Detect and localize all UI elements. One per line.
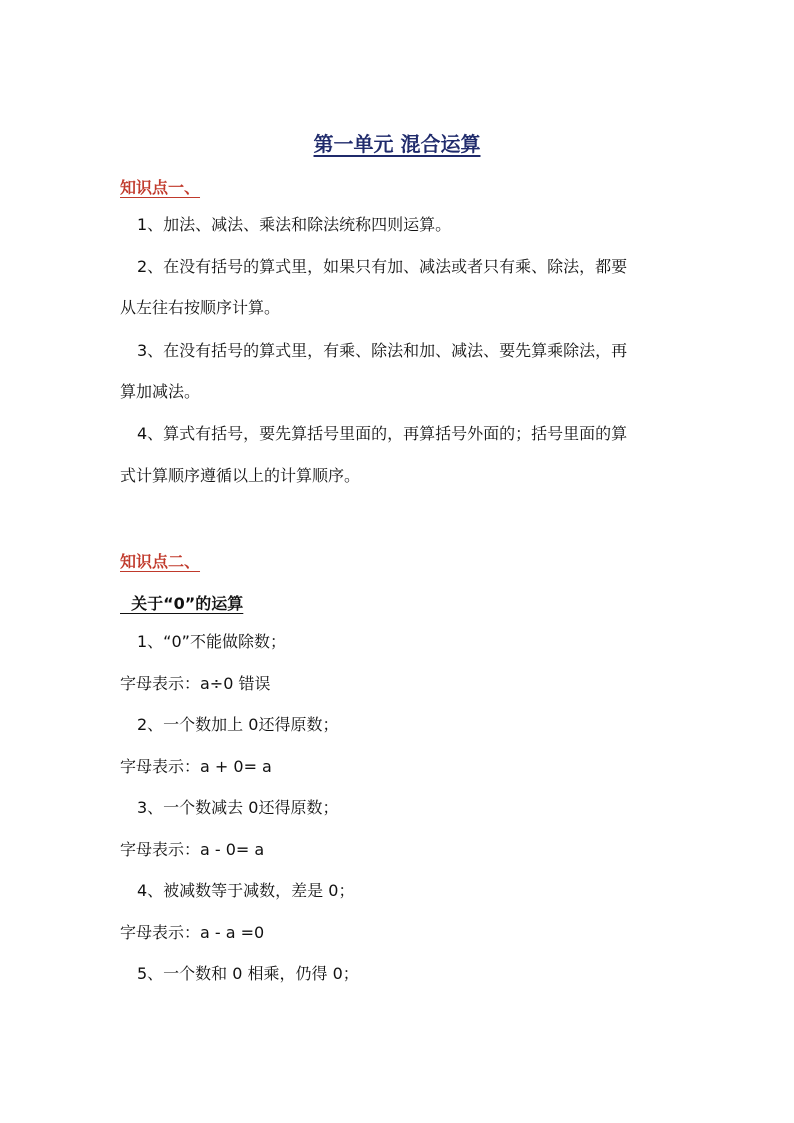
paragraph-line: 4、被减数等于减数，差是 0； bbox=[137, 881, 355, 900]
paragraph-line: 4、算式有括号，要先算括号里面的，再算括号外面的；括号里面的算 bbox=[137, 424, 628, 443]
page-title bbox=[0, 128, 794, 157]
paragraph-line: 1、“0”不能做除数； bbox=[137, 632, 286, 651]
page-title-text: 第一单元 混合运算 bbox=[313, 132, 481, 156]
paragraph-line: 从左往右按顺序计算。 bbox=[120, 298, 281, 317]
section-heading-2: 知识点二、 bbox=[120, 552, 201, 571]
section-subheading: 关于“0”的运算 bbox=[120, 594, 244, 613]
paragraph-line: 式计算顺序遵循以上的计算顺序。 bbox=[120, 466, 361, 485]
paragraph-line: 5、一个数和 0 相乘，仍得 0； bbox=[137, 964, 359, 983]
formula-line: 字母表示：a - a =0 bbox=[120, 923, 265, 942]
paragraph-line: 3、一个数减去 0还得原数； bbox=[137, 798, 339, 817]
paragraph-line: 2、一个数加上 0还得原数； bbox=[137, 715, 339, 734]
paragraph-line: 2、在没有括号的算式里，如果只有加、减法或者只有乘、除法，都要 bbox=[137, 257, 628, 276]
paragraph-line: 1、加法、减法、乘法和除法统称四则运算。 bbox=[137, 215, 452, 234]
formula-line: 字母表示：a÷0 错误 bbox=[120, 674, 271, 693]
formula-line: 字母表示：a + 0= a bbox=[120, 757, 272, 776]
formula-line: 字母表示：a - 0= a bbox=[120, 840, 265, 859]
section-heading-1: 知识点一、 bbox=[120, 178, 201, 197]
paragraph-line: 算加减法。 bbox=[120, 382, 201, 401]
paragraph-line: 3、在没有括号的算式里，有乘、除法和加、减法、要先算乘除法，再 bbox=[137, 341, 628, 360]
